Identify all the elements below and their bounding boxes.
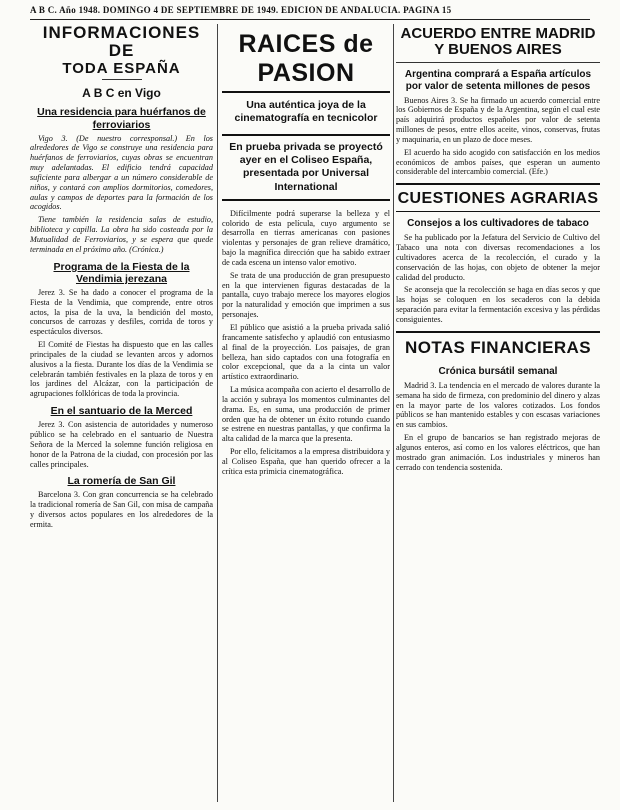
article-headline: En el santuario de la Merced (50, 405, 193, 418)
column-regional-news (30, 24, 213, 802)
article-body: La música acompaña con acierto el desarrollo de la acción y subraya los momentos culminantes del drama. Es, en suma, una producción de primer orden que ha de obtener un éxito rotundo cuando se estrene en nuestras pantallas, y que confirma la alta calidad de la marca que la presenta. (222, 385, 390, 444)
article-body: Vigo 3. (De nuestro corresponsal.) En los alrededores de Vigo se construye una residencia para huérfanos de ferroviarios, cuyas obras se encuentran muy adelantadas. El edificio tendrá capacidad suficiente para albergar a un número considerable de niños, y contará con amplios dormitorios, comedores, aulas y campos de deportes para la formación de los acogidos. (30, 133, 213, 212)
article-body: Buenos Aires 3. Se ha firmado un acuerdo comercial entre los Gobiernos de España y de la Argentina, según el cual este país adquirirá productos españoles por valor de setenta millones de pesos, entre ellos aceite, vinos, conservas, frutas y maquinaria, en un plazo de doce meses. (396, 95, 600, 144)
article-headline: La romería de San Gil (67, 475, 176, 488)
article-body: El Comité de Fiestas ha dispuesto que en las calles principales de la ciudad se levanten arcos y adornos alusivos a la fiesta. Durante los días de la Vendimia se celebrarán también festivales en la plaza de toros y en los jardines del Alcázar, con la participación de agrupaciones folklóricas de toda la provincia. (30, 340, 213, 399)
article-subheadline: Crónica bursátil semanal (438, 365, 558, 377)
article-body: El acuerdo ha sido acogido con satisfacción en los medios económicos de ambos países, que esperan un aumento considerable del intercambio comercial. (Efe.) (396, 147, 600, 177)
column-film-review (222, 24, 390, 802)
article-subheadline: Consejos a los cultivadores de tabaco (407, 218, 589, 230)
column-rule (393, 24, 394, 802)
article-body: Por ello, felicitamos a la empresa distribuidora y al Coliseo España, que han querido ofrecer a la crítica esta primicia cinematográfica. (222, 447, 390, 476)
film-title-banner: RAICES de PASION (222, 24, 390, 93)
article-headline: Una residencia para huérfanos de ferroviarios (37, 106, 206, 131)
section-heading: INFORMACIONES DE (42, 24, 201, 60)
article-body: Barcelona 3. Con gran concurrencia se ha celebrado la tradicional romería de San Gil, con misa de campaña y diversos actos populares en los alrededores de la ermita. (30, 490, 213, 529)
article-headline: Programa de la Fiesta de la Vendimia jerezana (53, 260, 190, 285)
article-body: Se aconseja que la recolección se haga en días secos y que las hojas se coloquen en los secaderos con la debida separación para evitar la fermentación excesiva y las pérdidas consiguientes. (396, 285, 600, 324)
city-section-title: A B C en Vigo (82, 86, 161, 101)
article-body: Difícilmente podrá superarse la belleza y el colorido de esta película, cuyo argumento se desarrolla en tierras americanas con pasiones violentas y personajes de gran relieve dramático, bajo la magnífica dirección que ha sabido extraer de cada escena un intenso valor emotivo. (222, 208, 390, 267)
article-main-headline: ACUERDO ENTRE MADRID Y BUENOS AIRES (396, 26, 600, 63)
page-masthead: A B C. Año 1948. DOMINGO 4 DE SEPTIEMBRE DE 1949. EDICION DE ANDALUCIA. PAGINA 15 (30, 5, 590, 20)
column-economy (396, 24, 600, 802)
section-heading-finance: NOTAS FINANCIERAS (396, 331, 600, 360)
article-body: Se trata de una producción de gran presupuesto en la que intervienen figuras destacadas de la pantalla, cuyo trabajo merece los mayores elogios por la naturalidad y emoción que imprimen a sus personajes. (222, 270, 390, 320)
section-heading-agrarian: CUESTIONES AGRARIAS (396, 183, 600, 212)
article-subheadline: Una auténtica joya de la cinematografía en tecnicolor (234, 99, 378, 124)
article-body: Se ha publicado por la Jefatura del Servicio de Cultivo del Tabaco una nota con diversas recomendaciones a los cultivadores acerca de la recolección, el curado y la conservación de las hojas, con objeto de obtener la mejor calidad del producto. (396, 233, 600, 282)
divider (102, 79, 142, 80)
column-rule (217, 24, 218, 802)
article-body: En el grupo de bancarios se han registrado mejoras de algunos enteros, así como en los valores eléctricos, que han mostrado gran animación. Los industriales y mineros han cerrado con tendencia sostenida. (396, 433, 600, 472)
section-heading-sub: TODA ESPAÑA (62, 59, 181, 77)
article-subheadline: Argentina comprará a España artículos por valor de setenta millones de pesos (404, 68, 592, 92)
article-body: Tiene también la residencia salas de estudio, biblioteca y capilla. La obra ha sido costeada por la Mutualidad de Ferroviarios, y se espera que quede terminada en el próximo año. (Crónica.) (30, 215, 213, 254)
boxed-subheadline: En prueba privada se proyectó ayer en el Coliseo España, presentada por Universal International (222, 134, 390, 201)
article-body: Jerez 3. Se ha dado a conocer el programa de la Fiesta de la Vendimia, que comprende, entre otros actos, la pisa de la uva, la bendición del mosto, concursos de carrozas y desfiles, corrida de toros y espectáculos diversos. (30, 287, 213, 337)
article-body: El público que asistió a la prueba privada salió francamente satisfecho y aplaudió con entusiasmo al final de la proyección. Los paisajes, de gran belleza, han sido captados con una fotografía en color excepcional, que da a la cinta un valor artístico extraordinario. (222, 322, 390, 382)
article-body: Jerez 3. Con asistencia de autoridades y numeroso público se ha celebrado en el santuario de Nuestra Señora de la Merced la solemne función religiosa en honor de la Patrona de la ciudad, con procesión por las calles principales. (30, 420, 213, 469)
article-body: Madrid 3. La tendencia en el mercado de valores durante la semana ha sido de firmeza, con predominio del dinero y alzas en la mayor parte de los valores cotizados. Los fondos públicos se han mantenido estables y con escasas variaciones en sus cambios. (396, 380, 600, 430)
